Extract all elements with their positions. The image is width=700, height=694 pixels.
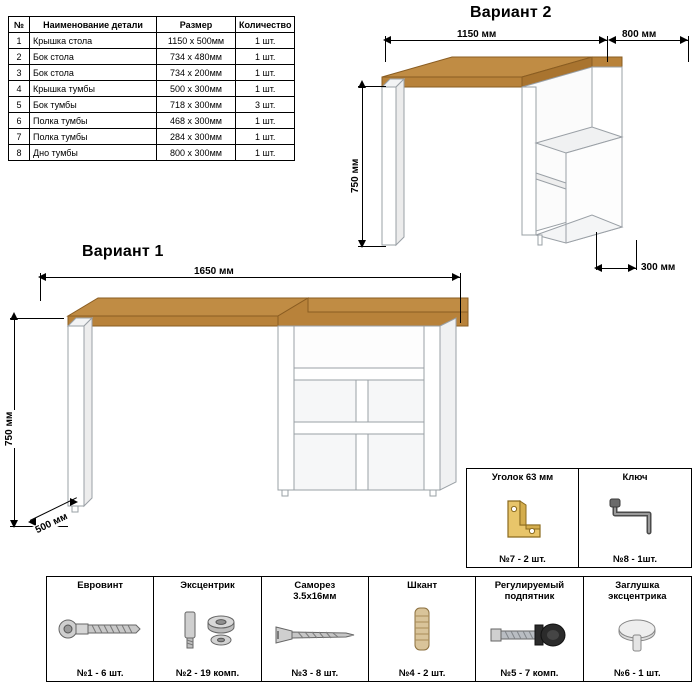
cell-number: 5 xyxy=(9,97,30,113)
cell-part-name: Дно тумбы xyxy=(30,145,157,161)
hardware-item-corner-bracket xyxy=(467,469,579,567)
cell-quantity: 1 шт. xyxy=(236,129,295,145)
parts-table xyxy=(8,16,295,161)
variant2-title: Вариант 2 xyxy=(470,4,552,21)
v1-depth-arrow-right xyxy=(70,498,78,506)
table-row xyxy=(9,49,295,65)
v2-height-dimline xyxy=(362,86,363,246)
cell-quantity: 1 шт. xyxy=(236,113,295,129)
hardware-item-allen-key xyxy=(579,469,691,567)
v2-side-arrow-right xyxy=(628,264,636,272)
hardware-quantity: №7 - 2 шт. xyxy=(499,554,546,565)
v2-width-label: 1150 мм xyxy=(457,29,497,40)
cell-part-name: Бок стола xyxy=(30,65,157,81)
cam-cap-icon xyxy=(586,602,689,667)
hardware-title: Евровинт xyxy=(77,580,124,591)
self-tapping-screw-icon xyxy=(264,602,366,667)
cell-quantity: 3 шт. xyxy=(236,97,295,113)
cell-quantity: 1 шт. xyxy=(236,81,295,97)
cell-number: 4 xyxy=(9,81,30,97)
table-row xyxy=(9,145,295,161)
hardware-title-line2: 3.5x16мм xyxy=(293,591,337,602)
v2-depth-arrow-right xyxy=(680,36,688,44)
cam-lock-icon xyxy=(156,591,258,667)
v1-width-label: 1650 мм xyxy=(194,266,234,277)
cell-quantity: 1 шт. xyxy=(236,65,295,81)
cell-quantity: 1 шт. xyxy=(236,49,295,65)
hardware-quantity: №4 - 2 шт. xyxy=(398,668,446,679)
cell-size: 800 x 300мм xyxy=(157,145,236,161)
cell-size: 284 x 300мм xyxy=(157,129,236,145)
allen-key-icon xyxy=(581,483,689,553)
table-row xyxy=(9,65,295,81)
variant1-drawing xyxy=(20,280,480,530)
table-header-row xyxy=(9,17,295,33)
hardware-title: Шкант xyxy=(407,580,438,591)
v1-width-ext-right xyxy=(460,273,461,323)
table-row xyxy=(9,81,295,97)
v1-width-dimline xyxy=(40,277,460,278)
cell-quantity: 1 шт. xyxy=(236,145,295,161)
v1-depth-label: 500 мм xyxy=(33,511,70,537)
v2-depth-dimline xyxy=(610,40,688,41)
hardware-top-grid xyxy=(466,468,692,568)
table-row xyxy=(9,97,295,113)
hardware-title: Эксцентрик xyxy=(180,580,235,591)
hardware-bottom-grid xyxy=(46,576,692,682)
v2-height-ext-top xyxy=(358,86,386,87)
hardware-title-line2: подпятник xyxy=(504,591,555,602)
hardware-quantity: №2 - 19 комп. xyxy=(175,668,240,679)
header-number: № xyxy=(9,17,30,33)
cell-part-name: Бок стола xyxy=(30,49,157,65)
hardware-item-self-tapping-screw xyxy=(262,577,369,681)
v1-width-ext-left xyxy=(40,273,41,301)
hardware-title: Ключ xyxy=(622,472,648,483)
hardware-quantity: №1 - 6 шт. xyxy=(76,668,124,679)
hardware-title xyxy=(608,580,666,602)
cell-number: 6 xyxy=(9,113,30,129)
cell-part-name: Полка тумбы xyxy=(30,113,157,129)
cell-size: 718 x 300мм xyxy=(157,97,236,113)
cell-number: 1 xyxy=(9,33,30,49)
cell-size: 1150 x 500мм xyxy=(157,33,236,49)
hardware-item-cam-cap xyxy=(584,577,691,681)
hardware-title-line1: Регулируемый xyxy=(494,580,565,591)
cell-number: 2 xyxy=(9,49,30,65)
hardware-title-line1: Заглушка xyxy=(615,580,660,591)
hardware-quantity: №5 - 7 комп. xyxy=(500,668,559,679)
dowel-icon xyxy=(371,591,473,667)
v2-depth-ext-right xyxy=(688,36,689,62)
cell-size: 468 x 300мм xyxy=(157,113,236,129)
hardware-item-cam-lock xyxy=(154,577,261,681)
hardware-item-euro-screw xyxy=(47,577,154,681)
v2-height-label: 750 мм xyxy=(350,158,361,193)
table-row xyxy=(9,129,295,145)
cell-quantity: 1 шт. xyxy=(236,33,295,49)
cell-number: 8 xyxy=(9,145,30,161)
table-row xyxy=(9,33,295,49)
hardware-title-line2: эксцентрика xyxy=(608,591,667,602)
cell-size: 734 x 200мм xyxy=(157,65,236,81)
v2-depth-label: 800 мм xyxy=(622,29,657,40)
hardware-title: Уголок 63 мм xyxy=(491,472,554,483)
v2-width-arrow-right xyxy=(599,36,607,44)
cell-part-name: Крышка тумбы xyxy=(30,81,157,97)
cell-size: 734 x 480мм xyxy=(157,49,236,65)
hardware-title xyxy=(495,580,564,602)
header-size: Размер xyxy=(157,17,236,33)
corner-bracket-icon xyxy=(469,483,576,553)
cell-part-name: Полка тумбы xyxy=(30,129,157,145)
cell-number: 7 xyxy=(9,129,30,145)
v1-height-label: 750 мм xyxy=(4,411,15,446)
variant2-drawing xyxy=(360,55,700,255)
v2-side-ext-right xyxy=(636,240,637,270)
v2-depth-arrow-left xyxy=(608,36,616,44)
hardware-quantity: №8 - 1шт. xyxy=(613,554,657,565)
v2-width-dimline xyxy=(385,40,607,41)
v1-height-ext-top xyxy=(10,318,64,319)
euro-screw-icon xyxy=(49,591,151,667)
v2-height-ext-bottom xyxy=(358,246,386,247)
adjustable-foot-icon xyxy=(478,602,580,667)
v2-side-label: 300 мм xyxy=(641,262,676,273)
hardware-quantity: №3 - 8 шт. xyxy=(291,668,339,679)
hardware-quantity: №6 - 1 шт. xyxy=(613,668,661,679)
cell-size: 500 x 300мм xyxy=(157,81,236,97)
v1-width-arrow-right xyxy=(452,273,460,281)
v2-width-ext-left xyxy=(385,36,386,62)
hardware-item-dowel xyxy=(369,577,476,681)
hardware-item-adjustable-foot xyxy=(476,577,583,681)
cell-part-name: Крышка стола xyxy=(30,33,157,49)
hardware-title-line1: Саморез xyxy=(294,580,336,591)
v2-side-ext-left xyxy=(596,232,597,270)
table-row xyxy=(9,113,295,129)
header-part-name: Наименование детали xyxy=(30,17,157,33)
header-quantity: Количество xyxy=(236,17,295,33)
hardware-title xyxy=(293,580,336,602)
variant1-title: Вариант 1 xyxy=(82,243,164,260)
cell-number: 3 xyxy=(9,65,30,81)
cell-part-name: Бок тумбы xyxy=(30,97,157,113)
